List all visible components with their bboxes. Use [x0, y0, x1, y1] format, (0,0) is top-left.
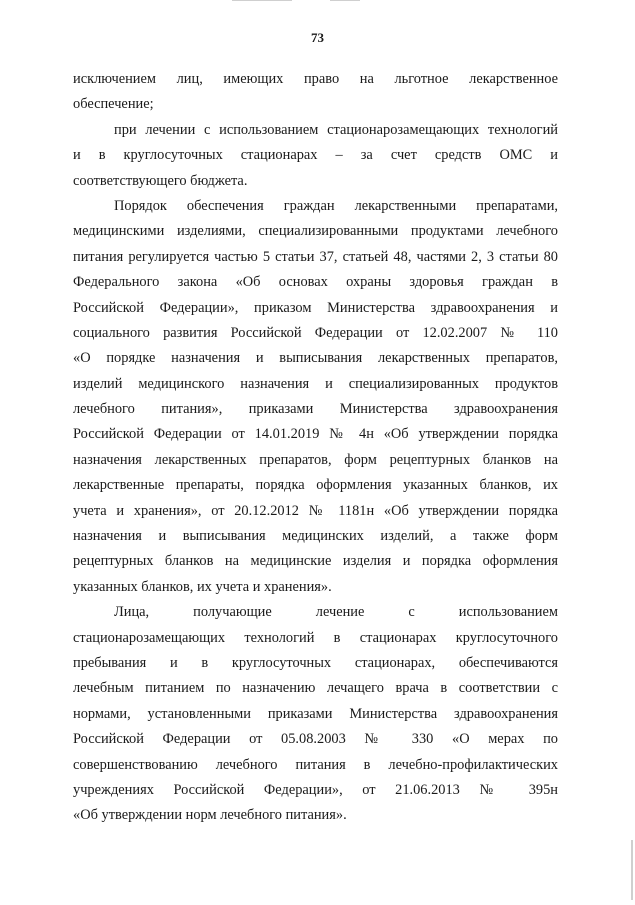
text-line: «О порядке назначения и выписывания лекарственных препаратов,	[73, 350, 558, 367]
paragraph-4	[73, 600, 558, 829]
text-line: «Об утверждении норм лечебного питания».	[73, 807, 347, 824]
text-line: Российской Федерации», приказом Министерства здравоохранения и	[73, 299, 558, 316]
paragraph-2	[73, 118, 558, 194]
document-body	[73, 67, 558, 829]
paragraph-3	[73, 194, 558, 600]
text-line: Лица, получающие лечение с использованием	[114, 604, 558, 621]
text-line: лечебным питанием по назначению лечащего врача в соответствии с	[73, 680, 558, 697]
text-line: питания регулируется частью 5 статьи 37, статьей 48, частями 2, 3 статьи 80	[73, 248, 558, 265]
paragraph-1	[73, 67, 558, 118]
text-line: и в круглосуточных стационарах – за счет средств ОМС и	[73, 147, 558, 164]
text-line: обеспечение;	[73, 96, 154, 113]
text-line: Порядок обеспечения граждан лекарственными препаратами,	[114, 197, 558, 214]
scan-artifact-top-right	[330, 0, 360, 1]
text-line: Федерального закона «Об основах охраны здоровья граждан в	[73, 274, 558, 291]
text-line: учреждениях Российской Федерации», от 21.06.2013 № 395н	[73, 781, 558, 798]
text-line: изделий медицинского назначения и специализированных продуктов	[73, 375, 558, 392]
text-line: стационарозамещающих технологий в стационарах круглосуточного	[73, 629, 558, 646]
text-line: нормами, установленными приказами Министерства здравоохранения	[73, 705, 558, 722]
page-number: 73	[311, 30, 324, 45]
text-line: учета и хранения», от 20.12.2012 № 1181н «Об утверждении порядка	[73, 502, 558, 519]
text-line: назначения лекарственных препаратов, форм рецептурных бланков на	[73, 451, 558, 468]
text-line: исключением лиц, имеющих право на льготное лекарственное	[73, 71, 558, 87]
text-line: пребывания и в круглосуточных стационарах, обеспечиваются	[73, 654, 558, 671]
text-line: социального развития Российской Федерации от 12.02.2007 № 110	[73, 324, 558, 341]
text-line: медицинскими изделиями, специализированными продуктами лечебного	[73, 223, 558, 240]
text-line: Российской Федерации от 05.08.2003 № 330 «О мерах по	[73, 731, 558, 748]
text-line: совершенствованию лечебного питания в лечебно-профилактических	[73, 756, 558, 773]
text-line: назначения и выписывания медицинских изделий, а также форм	[73, 528, 558, 545]
scan-artifact-right-edge	[631, 840, 633, 900]
text-line: лечебного питания», приказами Министерства здравоохранения	[73, 401, 558, 418]
text-line: лекарственные препараты, порядка оформления указанных бланков, их	[73, 477, 558, 494]
text-line: рецептурных бланков на медицинские изделия и порядка оформления	[73, 553, 558, 570]
text-line: при лечении с использованием стационарозамещающих технологий	[114, 121, 558, 138]
text-line: Российской Федерации от 14.01.2019 № 4н «Об утверждении порядка	[73, 426, 558, 443]
text-line: соответствующего бюджета.	[73, 172, 248, 189]
text-line: указанных бланков, их учета и хранения».	[73, 578, 332, 595]
scan-artifact-top	[232, 0, 292, 1]
